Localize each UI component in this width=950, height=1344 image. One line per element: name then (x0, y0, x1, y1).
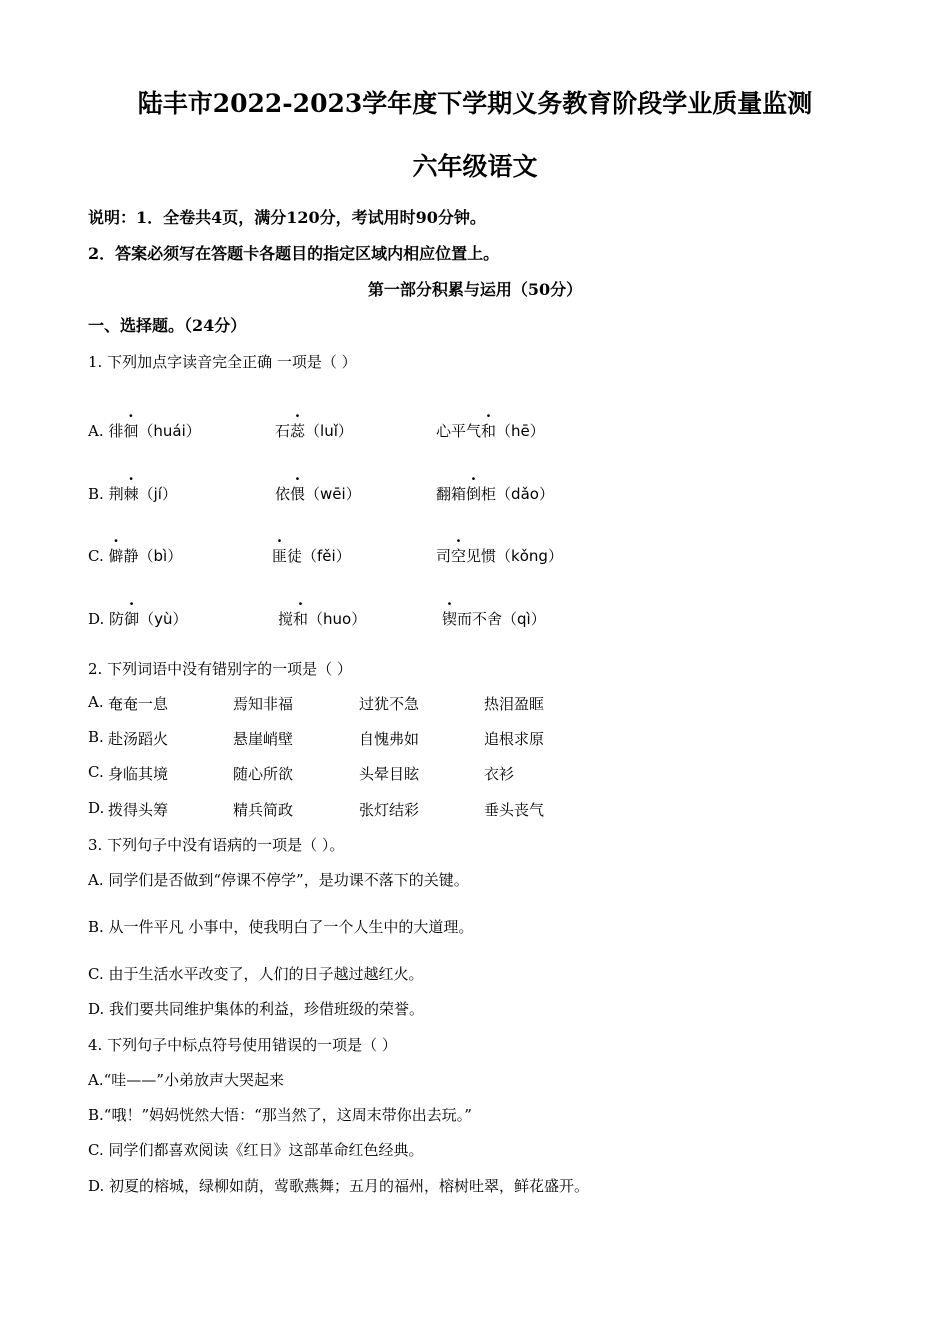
pinyin: （jí） (138, 485, 177, 503)
pinyin: （luǐ） (305, 422, 353, 440)
q1-c-item-2: 匪徒（fěi） (272, 547, 351, 565)
q2-option-a-label: A. (88, 693, 104, 711)
exam-subtitle: 六年级语文 (412, 152, 538, 181)
q1-d-item-3: 锲而不舍（qì） (442, 610, 546, 628)
pinyin: （wēi） (305, 485, 361, 503)
exam-title: 陆丰市2022-2023学年度下学期义务教育阶段学业质量监测 (137, 89, 813, 118)
q2-word: 赴汤蹈火 (108, 730, 169, 748)
q2-word: 焉知非福 (233, 695, 294, 713)
q2-word: 头晕目眩 (359, 765, 420, 783)
dotted-char: 偎 (290, 485, 306, 503)
q4-option-b: B.“哦！”妈妈恍然大悟：“那当然了，这周末带你出去玩。” (88, 1106, 472, 1124)
q3-option-c: C. 由于生活水平改变了，人们的日子越过越红火。 (88, 965, 424, 983)
dotted-char: 棘 (123, 485, 139, 503)
q2-word: 精兵简政 (233, 801, 294, 819)
part1-title: 第一部分积累与运用（50分） (367, 280, 583, 299)
pinyin: （qì） (502, 610, 546, 628)
q1-stem: 1. 下列加点字读音完全正确 一项是（ ） (88, 353, 357, 371)
q2-word: 垂头丧气 (484, 801, 545, 819)
q2-option-c-label: C. (88, 763, 104, 781)
option-label: C. (88, 547, 104, 565)
q4-stem: 4. 下列句子中标点符号使用错误的一项是（ ） (88, 1036, 397, 1054)
q3-stem: 3. 下列句子中没有语病的一项是（ ）。 (88, 836, 345, 854)
pinyin: （fěi） (302, 547, 351, 565)
q1-a-item-3: 心平气和（hē） (436, 422, 545, 440)
q2-word: 过犹不急 (359, 695, 420, 713)
q2-word: 热泪盈眶 (484, 695, 545, 713)
q1-option-b: B. 荆棘（jí） (88, 485, 177, 503)
q2-word: 随心所欲 (233, 765, 294, 783)
note-2: 2．答案必须写在答题卡各题目的指定区域内相应位置上。 (88, 244, 500, 263)
pinyin: （yù） (139, 610, 188, 628)
pinyin: （huái） (138, 422, 201, 440)
dotted-char: 空 (451, 547, 467, 565)
pinyin: （kǒng） (496, 547, 563, 565)
q2-word: 拨得头筹 (108, 801, 169, 819)
dotted-char: 僻 (108, 547, 124, 565)
pinyin: （huo） (308, 610, 367, 628)
note-1: 说明：1．全卷共4页，满分120分，考试用时90分钟。 (88, 208, 486, 227)
q4-option-d: D. 初夏的榕城，绿柳如荫，莺歌燕舞；五月的福州，榕树吐翠，鲜花盛开。 (88, 1177, 590, 1195)
q2-option-d-label: D. (88, 799, 105, 817)
option-label: D. (88, 610, 105, 628)
q1-option-c: C. 僻静（bì） (88, 547, 183, 565)
q2-word: 追根求原 (484, 730, 545, 748)
q3-option-a: A. 同学们是否做到“停课不停学”，是功课不落下的关键。 (88, 871, 469, 889)
q1-d-item-2: 搅和（huo） (278, 610, 367, 628)
option-label: B. (88, 485, 104, 503)
dotted-char: 和 (481, 422, 497, 440)
q2-word: 张灯结彩 (359, 801, 420, 819)
dotted-char: 徊 (123, 422, 139, 440)
pinyin: （bì） (138, 547, 183, 565)
q3-option-b: B. 从一件平凡 小事中，使我明白了一个人生中的大道理。 (88, 918, 474, 936)
q2-word: 衣衫 (484, 765, 515, 783)
q2-word: 悬崖峭壁 (233, 730, 294, 748)
q2-word: 奄奄一息 (108, 695, 169, 713)
q1-b-item-3: 翻箱倒柜（dǎo） (436, 485, 554, 503)
q2-option-b-label: B. (88, 728, 104, 746)
q1-b-item-2: 依偎（wēi） (275, 485, 361, 503)
option-label: A. (88, 422, 104, 440)
q1-option-a: A. 徘徊（huái） (88, 422, 201, 440)
pinyin: （hē） (496, 422, 545, 440)
q2-word: 自愧弗如 (359, 730, 420, 748)
dotted-char: 蕊 (290, 422, 306, 440)
q3-option-d: D. 我们要共同维护集体的利益，珍借班级的荣誉。 (88, 1000, 425, 1018)
pinyin: （dǎo） (496, 485, 554, 503)
section1-title: 一、选择题。（24分） (88, 316, 247, 335)
q4-option-a: A.“哇——”小弟放声大哭起来 (88, 1071, 284, 1089)
dotted-char: 御 (124, 610, 140, 628)
q2-word: 身临其境 (108, 765, 169, 783)
dotted-char: 倒 (466, 485, 482, 503)
q4-option-c: C. 同学们都喜欢阅读《红日》这部革命红色经典。 (88, 1141, 424, 1159)
dotted-char: 匪 (272, 547, 288, 565)
q1-a-item-2: 石蕊（luǐ） (275, 422, 353, 440)
q1-c-item-3: 司空见惯（kǒng） (436, 547, 563, 565)
q2-stem: 2. 下列词语中没有错别字的一项是（ ） (88, 660, 352, 678)
dotted-char: 和 (293, 610, 309, 628)
q1-option-d: D. 防御（yù） (88, 610, 188, 628)
dotted-char: 锲 (442, 610, 458, 628)
